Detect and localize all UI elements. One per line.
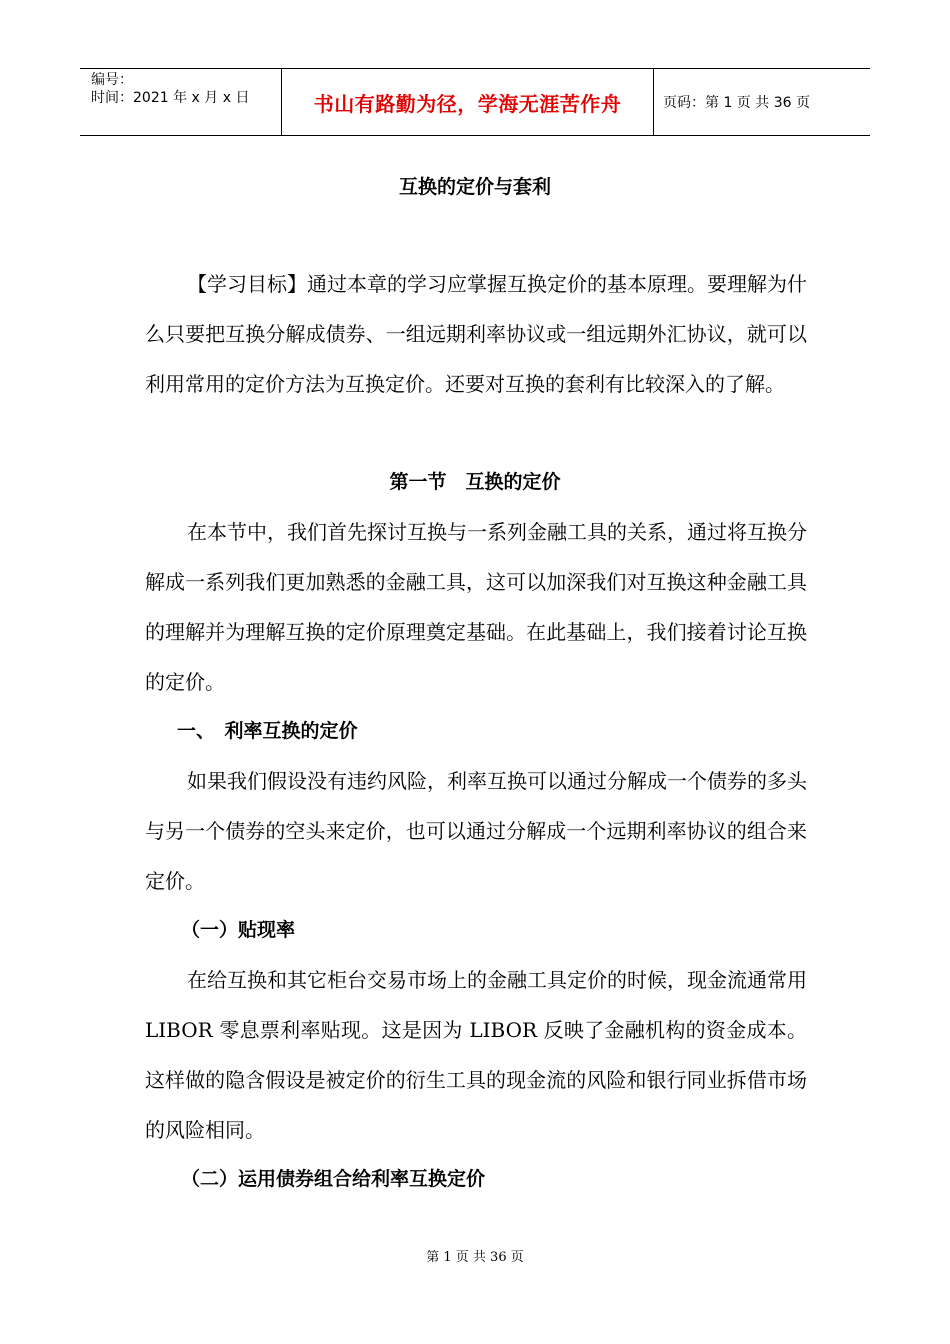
- discount-rate-paragraph: 在给互换和其它柜台交易市场上的金融工具定价的时候，现金流通常用 LIBOR 零息票利率贴现。这是因为 LIBOR 反映了金融机构的资金成本。这样做的隐含假设是被定价的衍生工具的现金流的风险和银行同业拆借市场的风险相同。: [145, 968, 807, 1142]
- section-heading: 第一节 互换的定价: [389, 471, 561, 493]
- document-number-label: 编号：: [91, 72, 133, 88]
- document-title: 互换的定价与套利: [398, 176, 551, 198]
- subsection-heading: 一、 利率互换的定价: [177, 720, 358, 742]
- bond-portfolio-heading: （二）运用债券组合给利率互换定价: [181, 1168, 486, 1190]
- document-time-label: 时间：2021 年 x 月 x 日: [91, 90, 250, 106]
- section-intro-paragraph: 在本节中，我们首先探讨互换与一系列金融工具的关系，通过将互换分解成一系列我们更加熟悉的金融工具，这可以加深我们对互换这种金融工具的理解并为理解互换的定价原理奠定基础。在此基础上，我们接着讨论互换的定价。: [145, 520, 807, 694]
- learning-objectives-paragraph: 【学习目标】通过本章的学习应掌握互换定价的基本原理。要理解为什么只要把互换分解成债券、一组远期利率协议或一组远期外汇协议，就可以利用常用的定价方法为互换定价。还要对互换的套利有比较深入的了解。: [145, 272, 807, 396]
- discount-rate-heading: （一）贴现率: [181, 919, 296, 941]
- header-page-info: 页码：第 1 页 共 36 页: [663, 95, 810, 111]
- header-info-cell: [80, 69, 282, 135]
- page-footer: 第 1 页 共 36 页: [426, 1250, 524, 1265]
- header-motto: 书山有路勤为径，学海无涯苦作舟: [282, 69, 654, 135]
- interest-swap-paragraph: 如果我们假设没有违约风险，利率互换可以通过分解成一个债券的多头与另一个债券的空头来定价，也可以通过分解成一个远期利率协议的组合来定价。: [145, 769, 807, 893]
- header-table: [80, 68, 870, 136]
